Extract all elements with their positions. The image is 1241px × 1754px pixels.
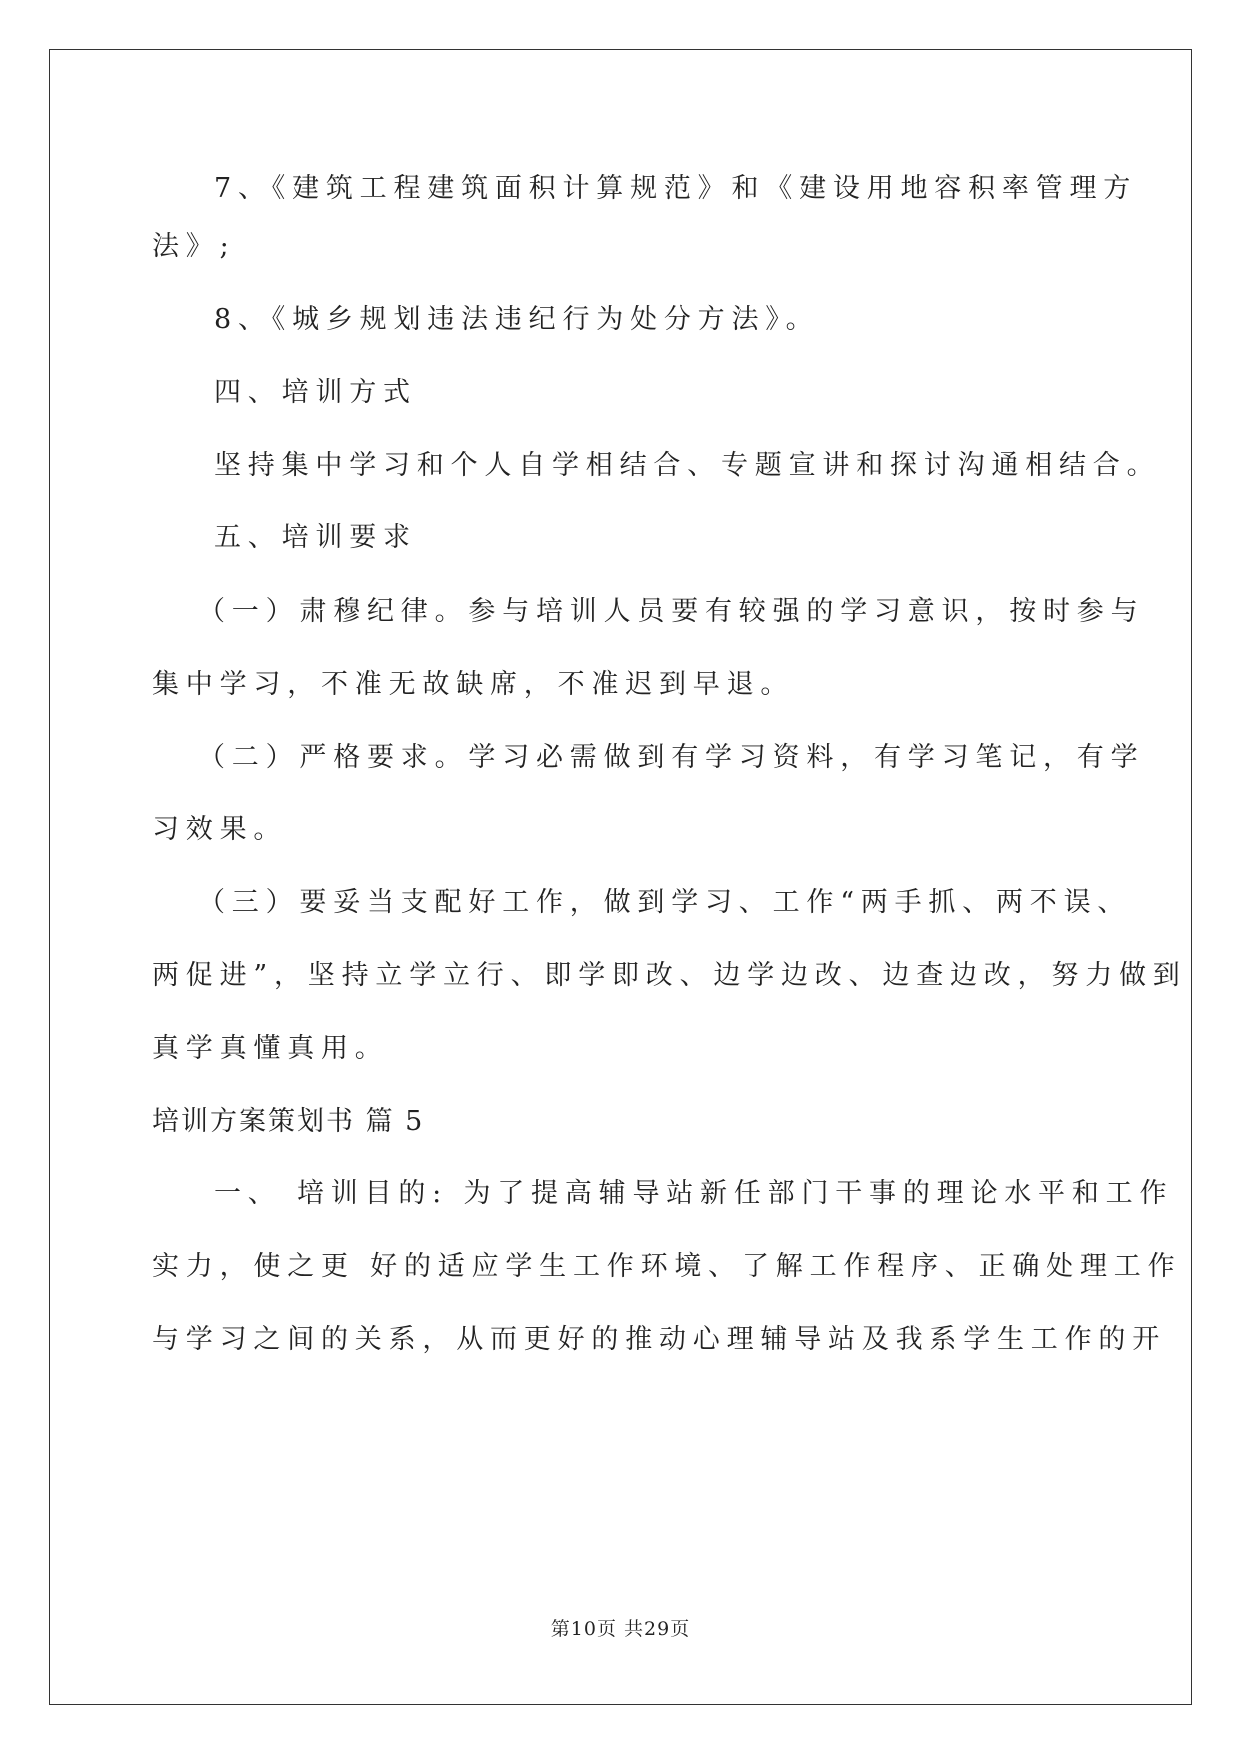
page-number-footer: 第10页 共29页 [550,1618,691,1640]
paragraph-line: 法》; [152,231,236,262]
paragraph-line: 实力，使之更 好的适应学生工作环境、了解工作程序、正确处理工作 [152,1251,1182,1282]
paragraph-line: 8、《城乡规划违法违纪行为处分方法》。 [214,304,820,335]
paragraph-line: 真学真懂真用。 [152,1033,389,1064]
paragraph-line: （三）要妥当支配好工作，做到学习、工作“两手抓、两不误、 [198,887,1132,918]
section-heading: 四、培训方式 [214,377,417,408]
section-heading: 五、培训要求 [214,522,417,553]
paragraph-line: （二）严格要求。学习必需做到有学习资料，有学习笔记，有学 [198,742,1145,773]
paragraph-line: 习效果。 [152,814,288,845]
paragraph-line: 两促进”，坚持立学立行、即学即改、边学边改、边查边改，努力做到 [152,960,1187,991]
paragraph-line: 集中学习，不准无故缺席，不准迟到早退。 [152,669,795,700]
paragraph-line: 7、《建筑工程建筑面积计算规范》和《建设用地容积率管理方 [214,173,1138,204]
paragraph-line: 与学习之间的关系，从而更好的推动心理辅导站及我系学生工作的开 [152,1324,1166,1355]
page-frame [49,49,1192,1705]
paragraph-line: （一）肃穆纪律。参与培训人员要有较强的学习意识，按时参与 [198,596,1145,627]
paragraph-line: 坚持集中学习和个人自学相结合、专题宣讲和探讨沟通相结合。 [214,450,1161,481]
paragraph-line: 一、 培训目的: 为了提高辅导站新任部门干事的理论水平和工作 [214,1178,1174,1209]
section-title: 培训方案策划书 篇 5 [152,1106,425,1137]
